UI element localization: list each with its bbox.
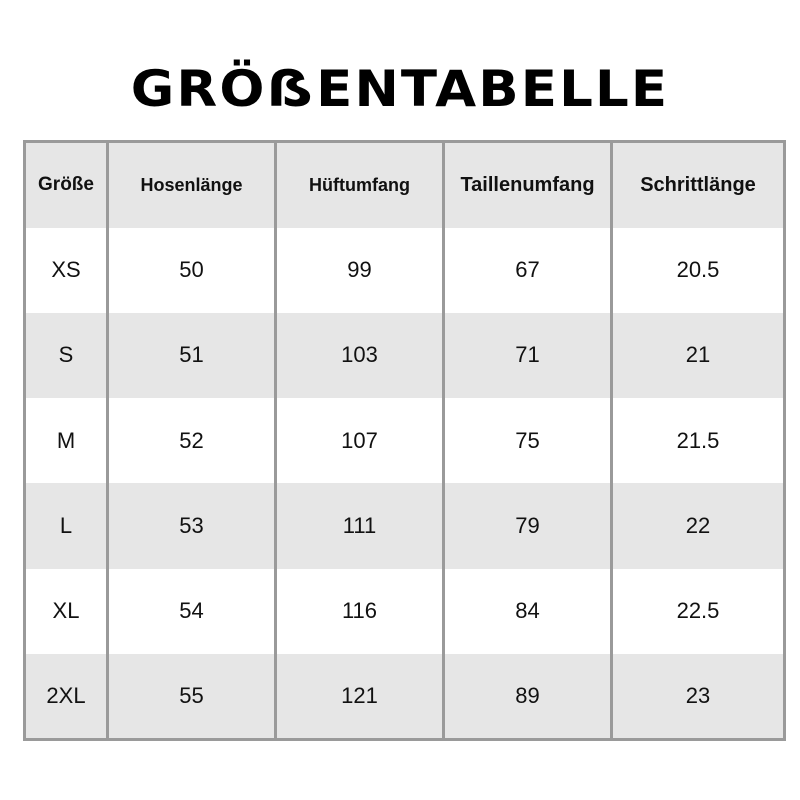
cell-inseam-length: 20.5 [612, 228, 785, 313]
cell-waist-circumference: 71 [444, 313, 612, 398]
cell-pants-length: 54 [108, 569, 276, 654]
header-inseam-length: Schrittlänge [612, 142, 785, 228]
table-row [25, 483, 785, 568]
cell-size: L [25, 483, 108, 568]
cell-size: M [25, 398, 108, 483]
table-row [25, 654, 785, 739]
page-title: GRÖẞENTABELLE [130, 60, 670, 118]
cell-inseam-length: 21.5 [612, 398, 785, 483]
cell-pants-length: 50 [108, 228, 276, 313]
table-row [25, 569, 785, 654]
cell-pants-length: 51 [108, 313, 276, 398]
cell-size: XS [25, 228, 108, 313]
cell-inseam-length: 22.5 [612, 569, 785, 654]
header-size: Größe [25, 142, 108, 228]
size-chart-table [23, 140, 786, 741]
cell-inseam-length: 22 [612, 483, 785, 568]
cell-pants-length: 53 [108, 483, 276, 568]
cell-size: 2XL [25, 654, 108, 739]
cell-waist-circumference: 89 [444, 654, 612, 739]
cell-pants-length: 55 [108, 654, 276, 739]
cell-hip-circumference: 107 [276, 398, 444, 483]
header-pants-length: Hosenlänge [108, 142, 276, 228]
cell-waist-circumference: 75 [444, 398, 612, 483]
cell-hip-circumference: 99 [276, 228, 444, 313]
table-row [25, 398, 785, 483]
cell-hip-circumference: 116 [276, 569, 444, 654]
table-row [25, 228, 785, 313]
cell-waist-circumference: 67 [444, 228, 612, 313]
cell-inseam-length: 21 [612, 313, 785, 398]
header-hip-circumference: Hüftumfang [276, 142, 444, 228]
cell-hip-circumference: 111 [276, 483, 444, 568]
cell-hip-circumference: 121 [276, 654, 444, 739]
cell-waist-circumference: 79 [444, 483, 612, 568]
cell-waist-circumference: 84 [444, 569, 612, 654]
cell-pants-length: 52 [108, 398, 276, 483]
cell-size: S [25, 313, 108, 398]
header-waist-circumference: Taillenumfang [444, 142, 612, 228]
cell-inseam-length: 23 [612, 654, 785, 739]
table-header-row [25, 142, 785, 228]
table-row [25, 313, 785, 398]
cell-hip-circumference: 103 [276, 313, 444, 398]
cell-size: XL [25, 569, 108, 654]
